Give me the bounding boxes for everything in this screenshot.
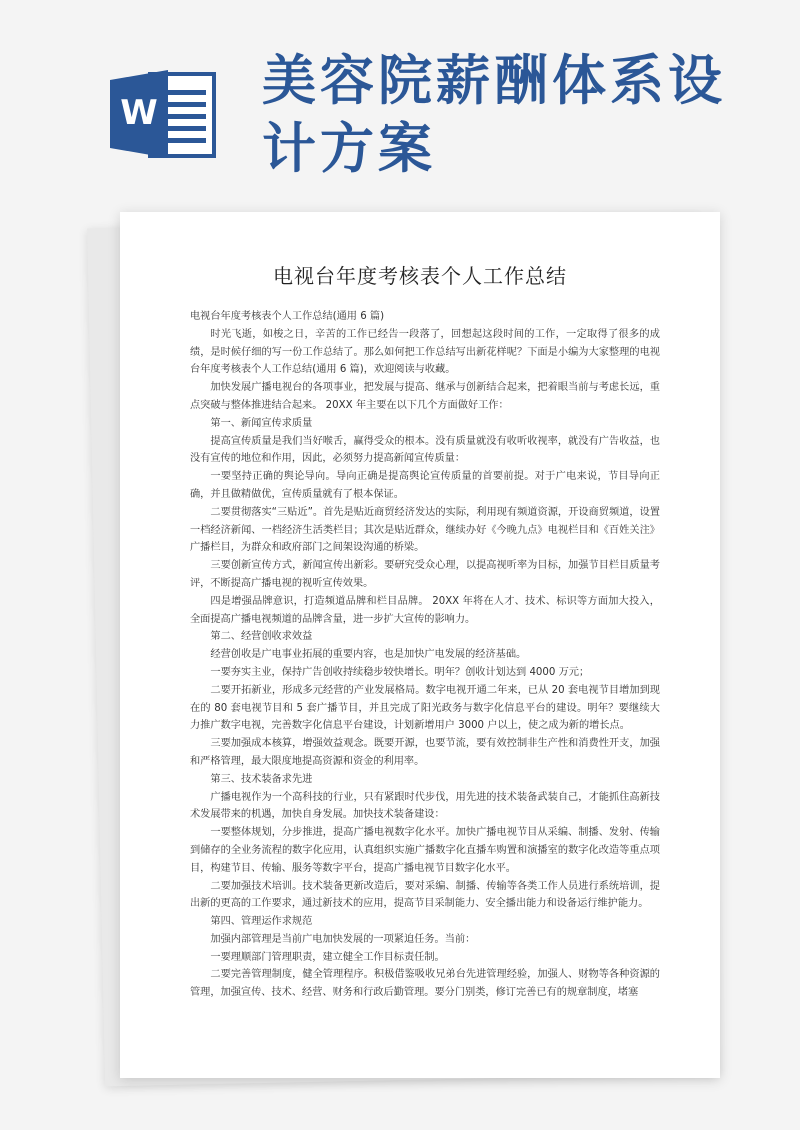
word-document-icon (106, 66, 222, 162)
doc-paragraph: 三要加强成本核算，增强效益观念。既要开源，也要节流，要有效控制非生产性和消费性开支，加强和严格管理，最大限度地提高资源和资金的利用率。 (190, 738, 660, 767)
banner-title-line1: 美容院薪酬体系设 (262, 48, 726, 112)
document-body (190, 308, 660, 1002)
doc-paragraph: 二要贯彻落实“三贴近”。首先是贴近商贸经济发达的实际，利用现有频道资源，开设商贸频道，设置一档经济新闻、一档经济生活类栏目；其次是贴近群众，继续办好《今晚九点》电视栏目和《百姓关注》广播栏目，为群众和政府部门之间架设沟通的桥梁。 (190, 506, 660, 554)
doc-paragraph: 一要整体规划，分步推进，提高广播电视数字化水平。加快广播电视节目从采编、制播、发射、传输到储存的全业务流程的数字化应用，认真组织实施广播数字化直播车购置和演播室的数字化改造等重点项目，构建节目、传输、服务等数字平台，提高广播电视节目数字化水平。 (190, 827, 660, 874)
doc-paragraph: 二要加强技术培训。技术装备更新改造后，要对采编、制播、传输等各类工作人员进行系统培训，提出新的更高的工作要求，通过新技术的应用，提高节目采制能力、安全播出能力和设备运行维护能力。 (190, 880, 660, 910)
doc-paragraph: 广播电视作为一个高科技的行业，只有紧跟时代步伐，用先进的技术装备武装自己，才能抓住高新技术发展带来的机遇，加快自身发展。加快技术装备建设： (190, 791, 660, 821)
doc-paragraph: 加快发展广播电视台的各项事业，把发展与提高、继承与创新结合起来，把着眼当前与考虑长远，重点突破与整体推进结合起来。 20XX 年主要在以下几个方面做好工作： (190, 382, 660, 411)
doc-paragraph: 二要完善管理制度，健全管理程序。积极借鉴吸收兄弟台先进管理经验，加强人、财物等各种资源的管理，加强宣传、技术、经营、财务和行政后勤管理。要分门别类，修订完善已有的规章制度，堵塞 (190, 969, 660, 999)
doc-paragraph: 三要创新宣传方式，新闻宣传出新彩。要研究受众心理，以提高视听率为目标，加强节目栏目质量考评，不断提高广播电视的视听宣传效果。 (190, 560, 660, 589)
doc-section-heading: 第三、技术装备求先进 (210, 773, 313, 785)
banner (0, 0, 800, 200)
doc-paragraph: 时光飞逝，如梭之日，辛苦的工作已经告一段落了，回想起这段时间的工作，一定取得了很多的成绩，是时候仔细的写一份工作总结了。那么如何把工作总结写出新花样呢？下面是小编为大家整理的电视台年度考核表个人工作总结(通用 6 篇)，欢迎阅读与收藏。 (190, 328, 660, 376)
doc-paragraph: 一要理顺部门管理职责，建立健全工作目标责任制。 (210, 951, 445, 963)
doc-paragraph: 一要坚持正确的舆论导向。导向正确是提高舆论宣传质量的首要前提。对于广电来说，节目导向正确，并且做精做优，宣传质量就有了根本保证。 (190, 471, 660, 500)
doc-paragraph: 加强内部管理是当前广电加快发展的一项紧迫任务。当前： (210, 933, 476, 945)
svg-text:W: W (120, 93, 158, 133)
doc-paragraph: 四是增强品牌意识，打造频道品牌和栏目品牌。 20XX 年将在人才、技术、标识等方面加大投入，全面提高广播电视频道的品牌含量，进一步扩大宣传的影响力。 (190, 595, 660, 625)
document-page (120, 212, 720, 1078)
doc-paragraph: 一要夯实主业，保持广告创收持续稳步较快增长。明年？创收计划达到 4000 万元； (210, 666, 590, 678)
doc-paragraph: 二要开拓新业，形成多元经营的产业发展格局。数字电视开通二年来，已从 20 套电视节目增加到现在的 80 套电视节目和 5 套广播节目，并且完成了阳光政务与数字化信息平台的建设。明年？要继续大力推广数字电视，完善数字化信息平台建设，计划新增用户 3000 户以上，使之成为新的增长点。 (190, 684, 660, 732)
banner-title (262, 46, 732, 182)
doc-paragraph: 电视台年度考核表个人工作总结(通用 6 篇) (190, 311, 385, 322)
doc-section-heading: 第二、经营创收求效益 (210, 631, 313, 643)
doc-section-heading: 第四、管理运作求规范 (210, 916, 313, 928)
doc-paragraph: 经营创收是广电事业拓展的重要内容，也是加快广电发展的经济基础。 (210, 649, 527, 661)
document-title: 电视台年度考核表个人工作总结 (273, 264, 567, 288)
doc-section-heading: 第一、新闻宣传求质量 (210, 417, 313, 429)
doc-paragraph: 提高宣传质量是我们当好喉舌，赢得受众的根本。没有质量就没有收听收视率，就没有广告收益，也没有宣传的地位和作用，因此，必须努力提高新闻宣传质量： (190, 435, 660, 465)
banner-title-line2: 计方案 (262, 116, 436, 180)
